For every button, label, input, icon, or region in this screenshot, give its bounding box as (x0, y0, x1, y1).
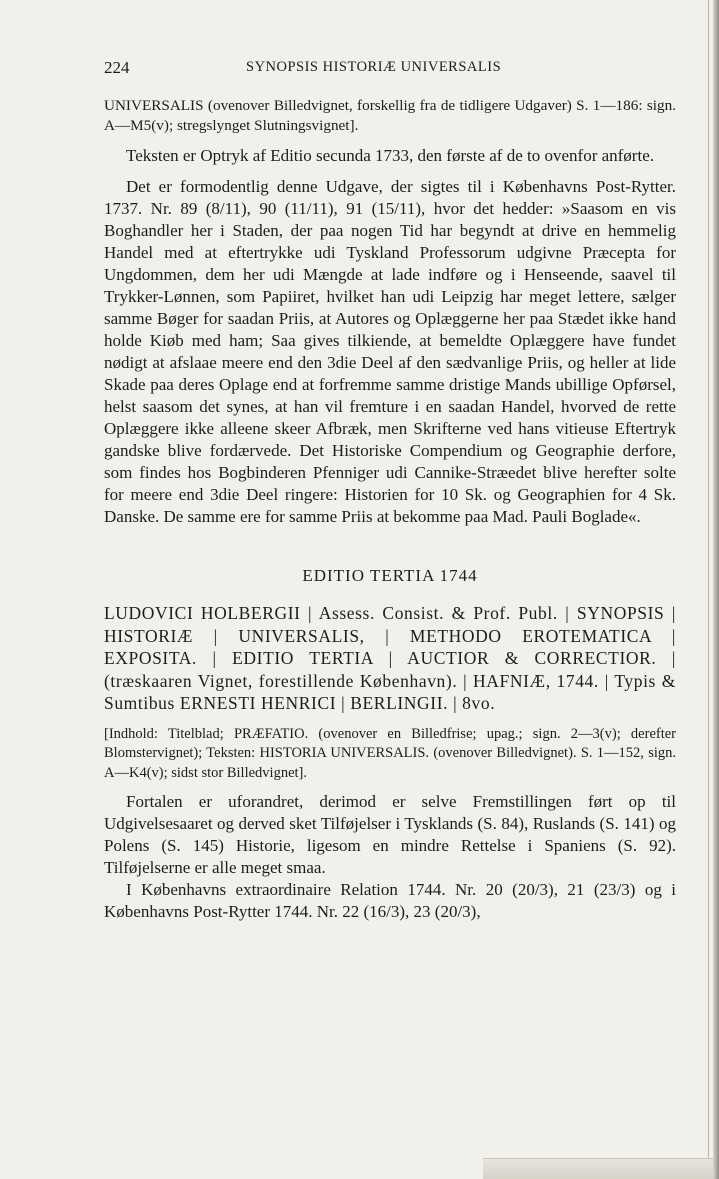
page-content (104, 96, 676, 932)
paragraph-post-rytter-quote: Det er formodentlig denne Udgave, der sigtes til i Københavns Post-Rytter. 1737. Nr. 89 (8/11), 90 (11/11), 91 (15/11), hvor det hedder: »Saasom en vis Boghandler her i Staden, der paa nogen Tid har begyndt at drive en hemmelig Handel med at eftertrykke udi Tyskland Professorum udgivne Præcepta for Ungdommen, dem her udi Mængde at lade indføre og i Henseende, saavel til Trykker-Lønnen, som Papiiret, hvilket han udi Leipzig har meget lettere, sælger samme Bøger for saadan Priis, at Autores og Oplæggerne her paa Stædet ikke hand holde Kiøb med ham; Saa gives tilkiende, at bemeldte Oplæggere have fundet nødigt at afslaae meere end den 3die Deel af den sædvanlige Priis, og heller at lide Skade paa deres Oplage end at forfremme samme dristige Mands ubillige Opførsel, helst saasom det synes, at han vil fremture i en saadan Handel, hvorved de rette Oplæggere ikke alleene skeer Afbræk, men Skrifterne ved hans vitieuse Eftertryk gandske blive fordærvede. Det Historiske Compendium og Geographie derfore, som findes hos Bogbinderen Pfenniger udi Cannike-Stræedet blive herefter solte for meere end 3die Deel ringere: Historien for 10 Sk. og Geographien for 4 Sk. Danske. De samme ere for samme Priis at bekomme paa Mad. Pauli Boglade«. (104, 177, 676, 526)
content-description: [Indhold: Titelblad; PRÆFATIO. (ovenover en Billedfrise; upag.; sign. 2—3(v); derefter Blomstervignet); Teksten: HISTORIA UNIVERSALIS. (ovenover Billedvignet). S. 1—152, sign. A—K4(v); sidst stor Billedvignet]. (104, 725, 676, 781)
running-title: SYNOPSIS HISTORIÆ UNIVERSALIS (246, 59, 502, 75)
page-number: 224 (104, 58, 130, 77)
paragraph-changes: Fortalen er uforandret, derimod er selve Fremstillingen ført op til Udgivelsesaaret og derved sket Tilføjelser i Tysklands (S. 84), Ruslands (S. 141) og Polens (S. 145) Historie, ligesom en mindre Rettelse i Spaniens (S. 92). Tilføjelserne er alle meget smaa. (104, 792, 676, 877)
page-edge (713, 0, 719, 1179)
paragraph-reprint-note: Teksten er Optryk af Editio secunda 1733, den første af de to ovenfor anførte. (126, 146, 654, 165)
bottom-shadow (483, 1158, 713, 1179)
section-heading: EDITIO TERTIA 1744 (302, 566, 478, 585)
page-edge-line (708, 0, 709, 1179)
paragraph-relation: I Københavns extraordinaire Relation 1744. Nr. 20 (20/3), 21 (23/3) og i Københavns Post-Rytter 1744. Nr. 22 (16/3), 23 (20/3), (104, 880, 676, 921)
page-header (104, 58, 676, 82)
title-transcription: LUDOVICI HOLBERGII | Assess. Consist. & Prof. Publ. | SYNOPSIS | HISTORIÆ | UNIVERSALIS, | METHODO EROTEMATICA | EXPOSITA. | EDITIO TERTIA | AUCTIOR & CORRECTIOR. | (træskaaren Vignet, forestillende København). | HAFNIÆ, 1744. | Typis & Sumtibus ERNESTI HENRICI | BERLINGII. | 8vo. (104, 603, 676, 713)
paragraph-continuation: UNIVERSALIS (ovenover Billedvignet, forskellig fra de tidligere Udgaver) S. 1—186: sign. A—M5(v); stregslynget Slutningsvignet]. (104, 97, 676, 134)
